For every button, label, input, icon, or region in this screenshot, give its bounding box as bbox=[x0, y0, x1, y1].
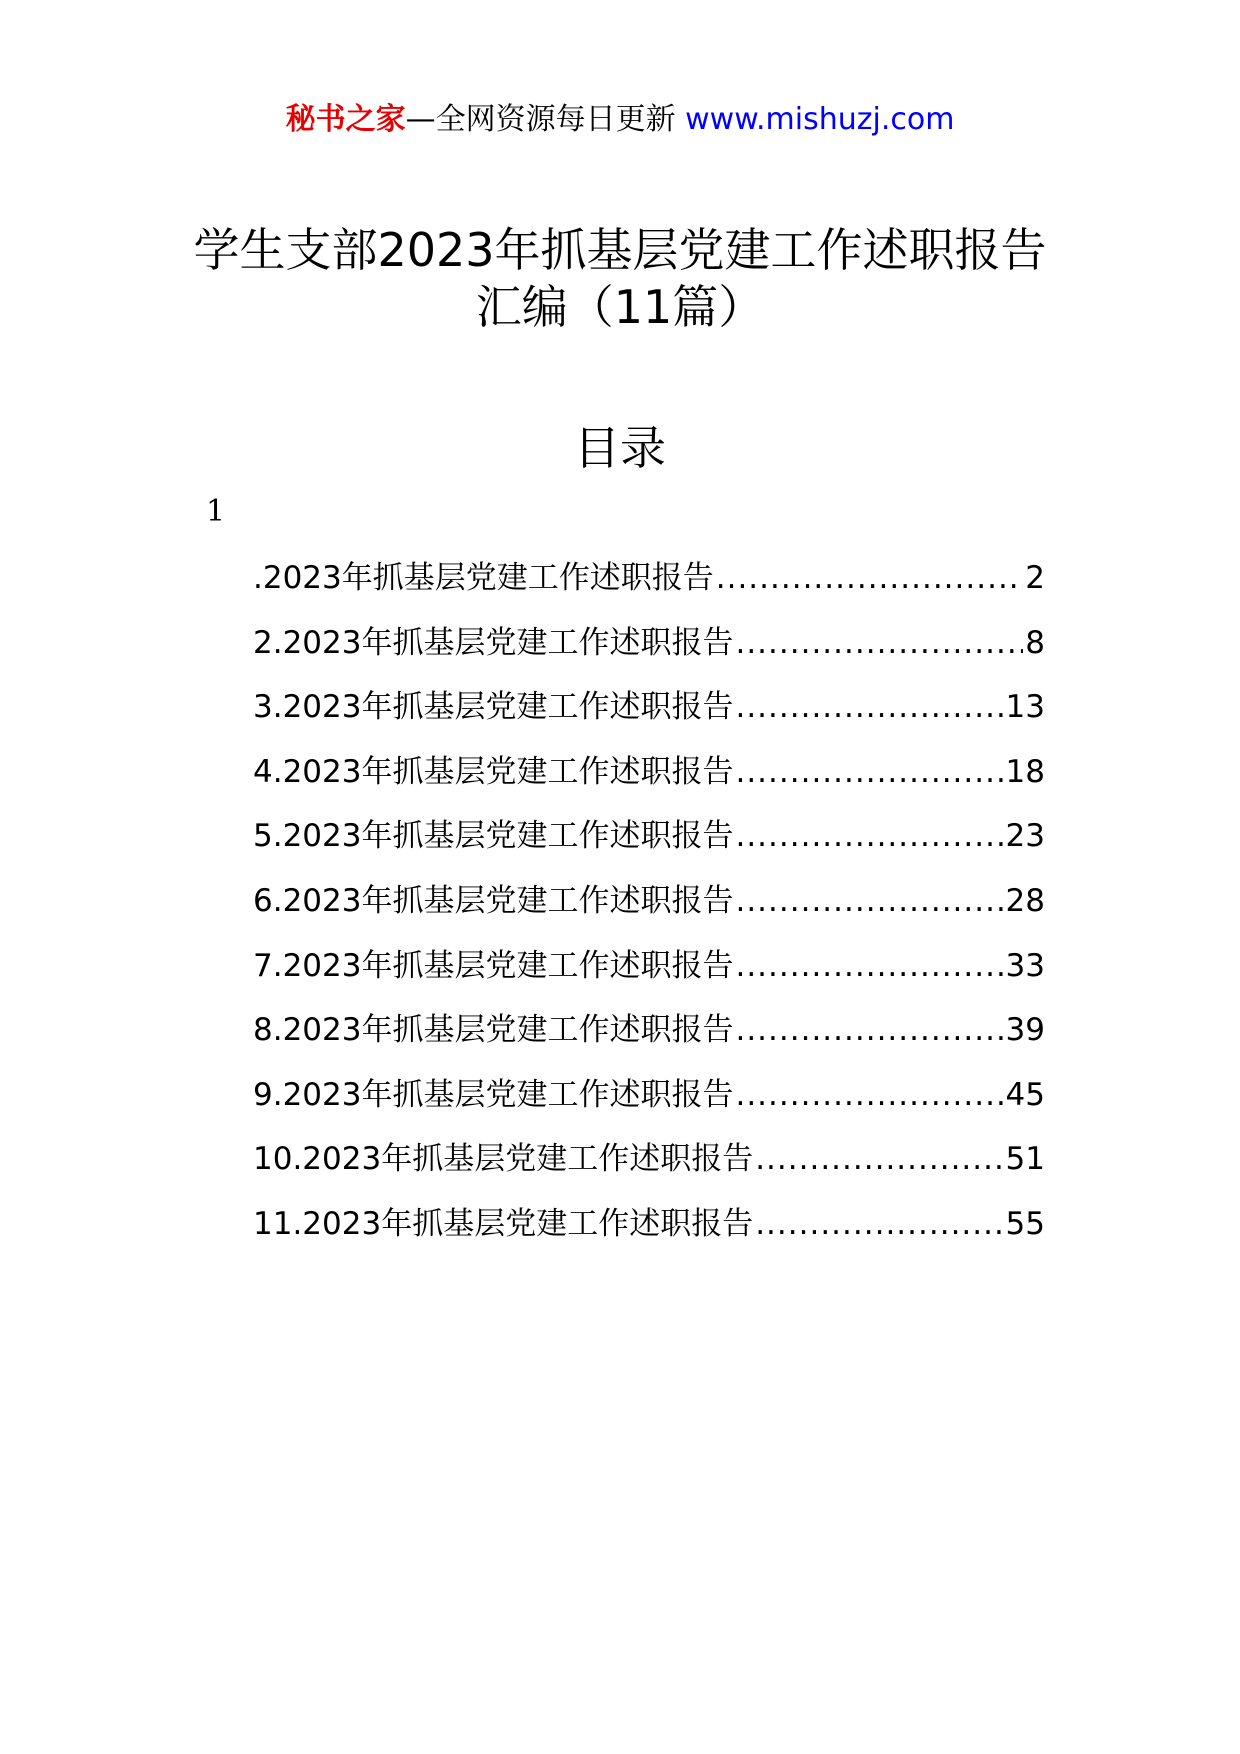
toc-page-number: 8 bbox=[1025, 624, 1045, 661]
toc-entry[interactable] bbox=[253, 752, 1045, 817]
toc-page-number: 28 bbox=[1005, 882, 1045, 919]
toc-entry[interactable] bbox=[253, 816, 1045, 881]
toc-page-number: 2 bbox=[1025, 560, 1045, 596]
toc-entry-title: 7.2023年抓基层党建工作述职报告 bbox=[253, 947, 734, 984]
toc-entry-title: 8.2023年抓基层党建工作述职报告 bbox=[253, 1012, 734, 1049]
toc-entry[interactable] bbox=[253, 946, 1045, 1011]
document-title-line-2: 汇编（11篇） bbox=[475, 280, 765, 334]
toc-entry-title: 5.2023年抓基层党建工作述职报告 bbox=[253, 818, 734, 855]
toc-dot-leader bbox=[735, 623, 1023, 663]
toc-entry-title: 3.2023年抓基层党建工作述职报告 bbox=[253, 689, 734, 726]
toc-entry-title: 9.2023年抓基层党建工作述职报告 bbox=[253, 1076, 734, 1113]
toc-dot-leader bbox=[735, 816, 1003, 856]
site-header bbox=[0, 100, 1240, 140]
toc-page-number: 39 bbox=[1005, 1012, 1045, 1049]
toc-entry[interactable] bbox=[253, 558, 1045, 623]
site-url-link[interactable]: www.mishuzj.com bbox=[685, 102, 955, 137]
brand-name: 秘书之家 bbox=[285, 102, 406, 137]
toc-page-number: 51 bbox=[1005, 1141, 1045, 1178]
toc-entry[interactable] bbox=[253, 881, 1045, 946]
toc-dot-leader bbox=[735, 1075, 1003, 1115]
toc-entry-title: 11.2023年抓基层党建工作述职报告 bbox=[253, 1205, 754, 1242]
toc-entry-title: .2023年抓基层党建工作述职报告 bbox=[253, 560, 714, 596]
toc-page-number: 18 bbox=[1005, 753, 1045, 790]
toc-page-number: 23 bbox=[1005, 818, 1045, 855]
toc-entry[interactable] bbox=[253, 1204, 1045, 1269]
document-title bbox=[0, 222, 1240, 336]
toc-entry[interactable] bbox=[253, 687, 1045, 752]
toc-page-number: 33 bbox=[1005, 947, 1045, 984]
table-of-contents bbox=[253, 558, 1045, 1269]
toc-dot-leader bbox=[735, 687, 1003, 727]
toc-dot-leader bbox=[735, 881, 1003, 921]
toc-dot-leader bbox=[755, 1204, 1003, 1244]
toc-page-number: 55 bbox=[1005, 1205, 1045, 1242]
toc-dot-leader bbox=[735, 946, 1003, 986]
toc-entry-title: 2.2023年抓基层党建工作述职报告 bbox=[253, 624, 734, 661]
stray-list-number: 1 bbox=[206, 494, 226, 529]
document-title-line-1: 学生支部2023年抓基层党建工作述职报告 bbox=[193, 223, 1047, 277]
toc-dot-leader bbox=[735, 1010, 1003, 1050]
toc-entry[interactable] bbox=[253, 1010, 1045, 1075]
toc-dot-leader bbox=[716, 558, 1024, 598]
header-slogan: —全网资源每日更新 bbox=[405, 102, 676, 137]
toc-page-number: 13 bbox=[1005, 689, 1045, 726]
toc-entry[interactable] bbox=[253, 1075, 1045, 1140]
toc-dot-leader bbox=[755, 1139, 1003, 1179]
toc-entry[interactable] bbox=[253, 623, 1045, 688]
toc-entry-title: 6.2023年抓基层党建工作述职报告 bbox=[253, 882, 734, 919]
toc-entry-title: 4.2023年抓基层党建工作述职报告 bbox=[253, 753, 734, 790]
toc-dot-leader bbox=[735, 752, 1003, 792]
toc-heading: 目录 bbox=[574, 421, 666, 475]
toc-entry-title: 10.2023年抓基层党建工作述职报告 bbox=[253, 1141, 754, 1178]
toc-page-number: 45 bbox=[1005, 1076, 1045, 1113]
toc-entry[interactable] bbox=[253, 1139, 1045, 1204]
